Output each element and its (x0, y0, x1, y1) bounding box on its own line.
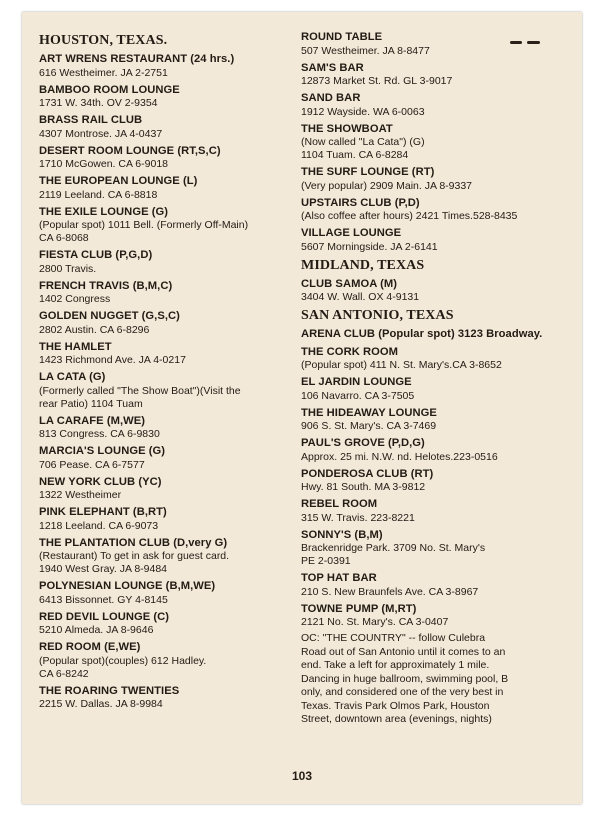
listing-name: LA CARAFE (M,WE) (39, 414, 146, 427)
listing-entry (39, 205, 311, 246)
listing-entry (39, 309, 311, 337)
listing-name: UPSTAIRS CLUB (P,D) (301, 196, 420, 209)
listing-entry (301, 226, 576, 254)
listing-detail: 12873 Market St. Rd. GL 3-9017 (301, 75, 453, 87)
listing-detail: 1218 Leeland. CA 6-9073 (39, 519, 159, 532)
listing-entry (301, 327, 576, 342)
listing-name: THE SURF LOUNGE (RT) (301, 166, 435, 178)
listing-name: THE ROARING TWENTIES (39, 684, 180, 697)
listing-detail: (Restaurant) To get in ask for guest card. 1940 West Gray. JA 8-9484 (39, 550, 230, 575)
listing-entry (301, 602, 576, 630)
listing-entry (301, 91, 576, 119)
listing-detail: Brackenridge Park. 3709 No. St. Mary's PE 2-0391 (301, 542, 486, 567)
listing-detail: 5210 Almeda. JA 8-9646 (39, 624, 154, 636)
listing-detail: 315 W. Travis. 223-8221 (301, 511, 415, 524)
city-heading: SAN ANTONIO, TEXAS (301, 308, 454, 323)
listing-entry (39, 610, 311, 638)
listing-detail: 2802 Austin. CA 6-8296 (39, 323, 150, 336)
listing-name: SAND BAR (301, 92, 361, 104)
listing-entry (301, 436, 576, 464)
listing-detail: 5607 Morningside. JA 2-6141 (301, 240, 438, 253)
listing-detail: (Popular spot)(couples) 612 Hadley. CA 6-8242 (39, 654, 207, 680)
listing-name: THE PLANTATION CLUB (D,very G) (39, 536, 228, 549)
listing-name: RED DEVIL LOUNGE (C) (39, 610, 170, 623)
listing-entry (39, 640, 311, 681)
city-heading: MIDLAND, TEXAS (301, 257, 425, 273)
listing-name: PAUL'S GROVE (P,D,G) (301, 437, 425, 449)
listing-entry (301, 165, 576, 193)
listing-detail: 4307 Montrose. JA 4-0437 (39, 127, 163, 140)
listing-entry (301, 375, 576, 403)
listing-name: THE HIDEAWAY LOUNGE (301, 406, 437, 419)
listing-name: TOP HAT BAR (301, 572, 377, 584)
city-heading: HOUSTON, TEXAS. (39, 33, 168, 48)
listing-name: THE SHOWBOAT (301, 122, 393, 135)
listing-name: VILLAGE LOUNGE (301, 227, 402, 239)
listing-detail: (Formerly called "The Show Boat")(Visit the rear Patio) 1104 Tuam (39, 384, 241, 410)
listing-name: DESERT ROOM LOUNGE (RT,S,C) (39, 144, 221, 157)
listing-name: POLYNESIAN LOUNGE (B,M,WE) (39, 580, 216, 592)
listing-entry (39, 340, 311, 368)
listing-detail: (Popular spot) 411 N. St. Mary's.CA 3-8652 (301, 359, 502, 371)
listing-entry (39, 248, 311, 276)
listing-name: REBEL ROOM (301, 498, 378, 510)
listing-entry (39, 536, 311, 577)
listing-entry (301, 61, 576, 89)
listing-detail: 210 S. New Braunfels Ave. CA 3-8967 (301, 585, 479, 598)
listing-name: THE CORK ROOM (301, 345, 398, 358)
listing-detail: 706 Pease. CA 6-7577 (39, 458, 145, 471)
listing-name: SONNY'S (B,M) (301, 528, 383, 541)
listing-name: CLUB SAMOA (M) (301, 277, 397, 290)
listing-entry (39, 174, 311, 202)
listing-detail: 6413 Bissonnet. GY 4-8145 (39, 593, 168, 606)
listing-detail: (Very popular) 2909 Main. JA 8-9337 (301, 179, 473, 192)
listing-name: BRASS RAIL CLUB (39, 114, 143, 126)
listing-entry (301, 122, 576, 163)
listing-entry (39, 113, 311, 141)
listing-name: NEW YORK CLUB (YC) (39, 475, 162, 488)
listing-entry (39, 414, 311, 442)
listing-detail: (Now called "La Cata") (G) 1104 Tuam. CA 6-8284 (301, 136, 425, 161)
listing-entry (301, 571, 576, 599)
listing-name: MARCIA'S LOUNGE (G) (39, 445, 166, 457)
listing-detail: 1731 W. 34th. OV 2-9354 (39, 97, 158, 109)
listing-detail: 2215 W. Dallas. JA 8-9984 (39, 698, 163, 710)
directory-page (22, 12, 582, 804)
listing-name: EL JARDIN LOUNGE (301, 376, 412, 388)
listing-detail: 616 Westheimer. JA 2-2751 (39, 66, 168, 79)
listing-entry (301, 277, 576, 305)
listing-name: ROUND TABLE (301, 31, 383, 43)
listing-entry (301, 497, 576, 525)
listing-detail: 1710 McGowen. CA 6-9018 (39, 158, 168, 170)
listing-detail: 1912 Wayside. WA 6-0063 (301, 105, 425, 118)
right-column (301, 30, 576, 727)
listing-name: THE HAMLET (39, 340, 112, 353)
directory-note: OC: "THE COUNTRY" -- follow Culebra Road out of San Antonio until it comes to an end. Take a left for approximately 1 mile. Dancing in huge ballroom, swimming pool, B only, and considered one of the very best in Texas. Travis Park Olmos Park, Houston Street, downtown area (evenings, nights) (301, 632, 509, 725)
listing-entry (301, 406, 576, 434)
listing-entry (39, 475, 311, 503)
listing-detail: 1322 Westheimer (39, 489, 122, 501)
listing-entry (301, 30, 576, 58)
listing-detail: 906 S. St. Mary's. CA 3-7469 (301, 420, 437, 432)
listing-entry (39, 144, 311, 172)
listing-detail: 1423 Richmond Ave. JA 4-0217 (39, 354, 186, 366)
listing-name: ARENA CLUB (Popular spot) 3123 Broadway. (301, 328, 543, 340)
listing-entry (301, 345, 576, 373)
listing-name: LA CATA (G) (39, 371, 106, 383)
listing-entry (39, 579, 311, 607)
listing-detail: Approx. 25 mi. N.W. nd. Helotes.223-0516 (301, 450, 498, 463)
listing-name: GOLDEN NUGGET (G,S,C) (39, 310, 180, 322)
listing-entry (39, 684, 311, 712)
listing-entry (39, 370, 311, 411)
listing-detail: 3404 W. Wall. OX 4-9131 (301, 291, 420, 303)
listing-detail: (Also coffee after hours) 2421 Times.528-8435 (301, 210, 518, 222)
listing-entry (39, 444, 311, 472)
listing-detail: 106 Navarro. CA 3-7505 (301, 389, 415, 402)
listing-name: BAMBOO ROOM LOUNGE (39, 83, 180, 96)
listing-entry (39, 505, 311, 533)
listing-name: TOWNE PUMP (M,RT) (301, 602, 417, 615)
listing-name: ART WRENS RESTAURANT (24 hrs.) (39, 53, 235, 65)
listing-entry (39, 52, 311, 80)
listing-name: THE EUROPEAN LOUNGE (L) (39, 175, 198, 187)
listing-name: PONDEROSA CLUB (RT) (301, 467, 434, 480)
listing-name: FIESTA CLUB (P,G,D) (39, 249, 153, 261)
listing-name: THE EXILE LOUNGE (G) (39, 205, 169, 218)
listing-entry (301, 528, 576, 569)
listing-name: FRENCH TRAVIS (B,M,C) (39, 279, 173, 292)
listing-detail: 1402 Congress (39, 293, 111, 305)
listing-detail: 2121 No. St. Mary's. CA 3-0407 (301, 616, 449, 628)
listing-entry (301, 467, 576, 495)
listing-detail: 813 Congress. CA 6-9830 (39, 428, 160, 440)
left-column (39, 30, 311, 714)
listing-detail: Hwy. 81 South. MA 3-9812 (301, 481, 426, 493)
listing-name: PINK ELEPHANT (B,RT) (39, 506, 167, 518)
listing-name: RED ROOM (E,WE) (39, 641, 141, 653)
listing-entry (39, 83, 311, 111)
listing-detail: (Popular spot) 1011 Bell. (Formerly Off-Main) CA 6-8068 (39, 219, 249, 244)
listing-entry (301, 196, 576, 224)
page-number: 103 (291, 769, 313, 783)
listing-entry (39, 279, 311, 307)
listing-detail: 2800 Travis. (39, 262, 97, 275)
listing-name: SAM'S BAR (301, 61, 364, 74)
listing-detail: 507 Westheimer. JA 8-8477 (301, 44, 430, 57)
listing-detail: 2119 Leeland. CA 6-8818 (39, 188, 158, 201)
